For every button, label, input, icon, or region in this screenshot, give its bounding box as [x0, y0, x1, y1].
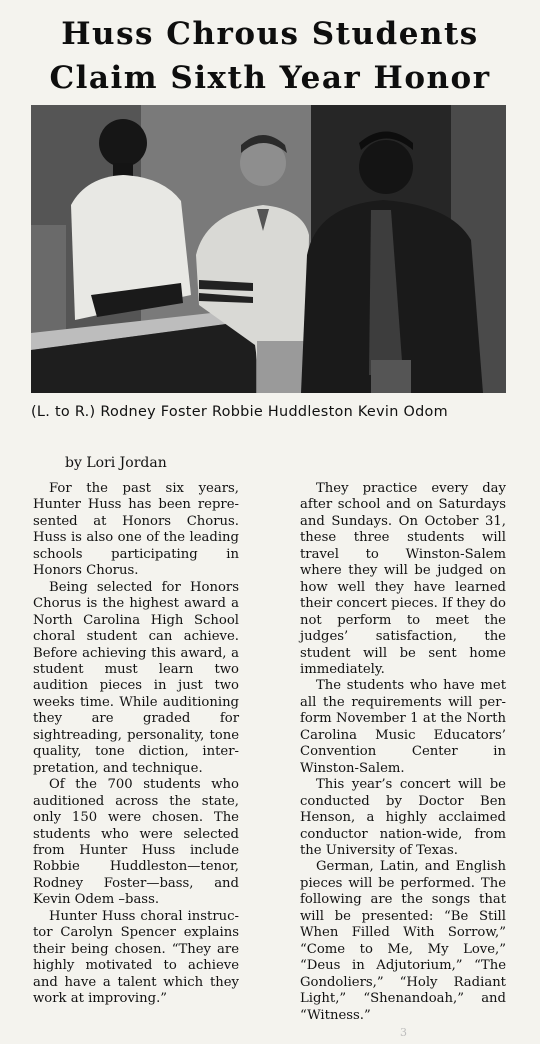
page-number: 3: [400, 1026, 407, 1039]
paragraph: The students who have met all the requirements will perform November 1 at the North Carolina Music Educators’ Convention Center in Winston-Salem.: [300, 678, 506, 776]
paragraph: Being selected for Honors Chorus is the highest award a North Carolina High School choral student can achieve. Before achieving this award, a student must learn two audition pieces in just two weeks time. While auditioning they are graded for sightreading, personality, tone quality, tone diction, interpretation, and technique.: [33, 579, 239, 776]
paragraph: Of the 700 students who auditioned across the state, only 150 were chosen. The students who were selected from Hunter Huss include Robbie Huddleston—tenor, Rodney Foster—bass, and Kevin Odem –bass.: [33, 777, 239, 908]
paragraph: For the past six years, Hunter Huss has been represented at Honors Chorus. Huss is also one of the leading schools participating in Honors Chorus.: [33, 481, 239, 579]
headline-line-1: Huss Chrous Students: [61, 16, 479, 52]
photo-caption: (L. to R.) Rodney Foster Robbie Huddleston Kevin Odom: [31, 404, 448, 420]
article-column-right: [300, 481, 506, 1024]
paragraph: They practice every day after school and on Saturdays and Sundays. On October 31, these three students will travel to Winston-Salem where they will be judged on how well they have learned their concert pieces. If they do not perform to meet the judges’ satisfaction, the student will be sent home immediately.: [300, 481, 506, 677]
paragraph: German, Latin, and English pieces will be performed. The following are the songs that will be presented: “Be Still When Filled With Sorrow,” “Come to Me, My Love,” “Deus in Adjutorium,” “The Gondoliers,” “Holy Radiant Light,” “Shenandoah,” and “Witness.”: [300, 859, 506, 1023]
article-column-left: [33, 481, 239, 1008]
photo-illustration: [31, 105, 506, 393]
paragraph: Hunter Huss choral instructor Carolyn Spencer explains their being chosen. “They are highly motivated to achieve and have a talent which they work at improving.”: [33, 908, 239, 1007]
byline: by Lori Jordan: [65, 455, 167, 471]
paragraph: This year’s concert will be conducted by Doctor Ben Henson, a highly acclaimed conductor nation-wide, from the University of Texas.: [300, 777, 506, 858]
group-photo: [31, 105, 506, 393]
headline-line-2: Claim Sixth Year Honor: [49, 60, 491, 96]
